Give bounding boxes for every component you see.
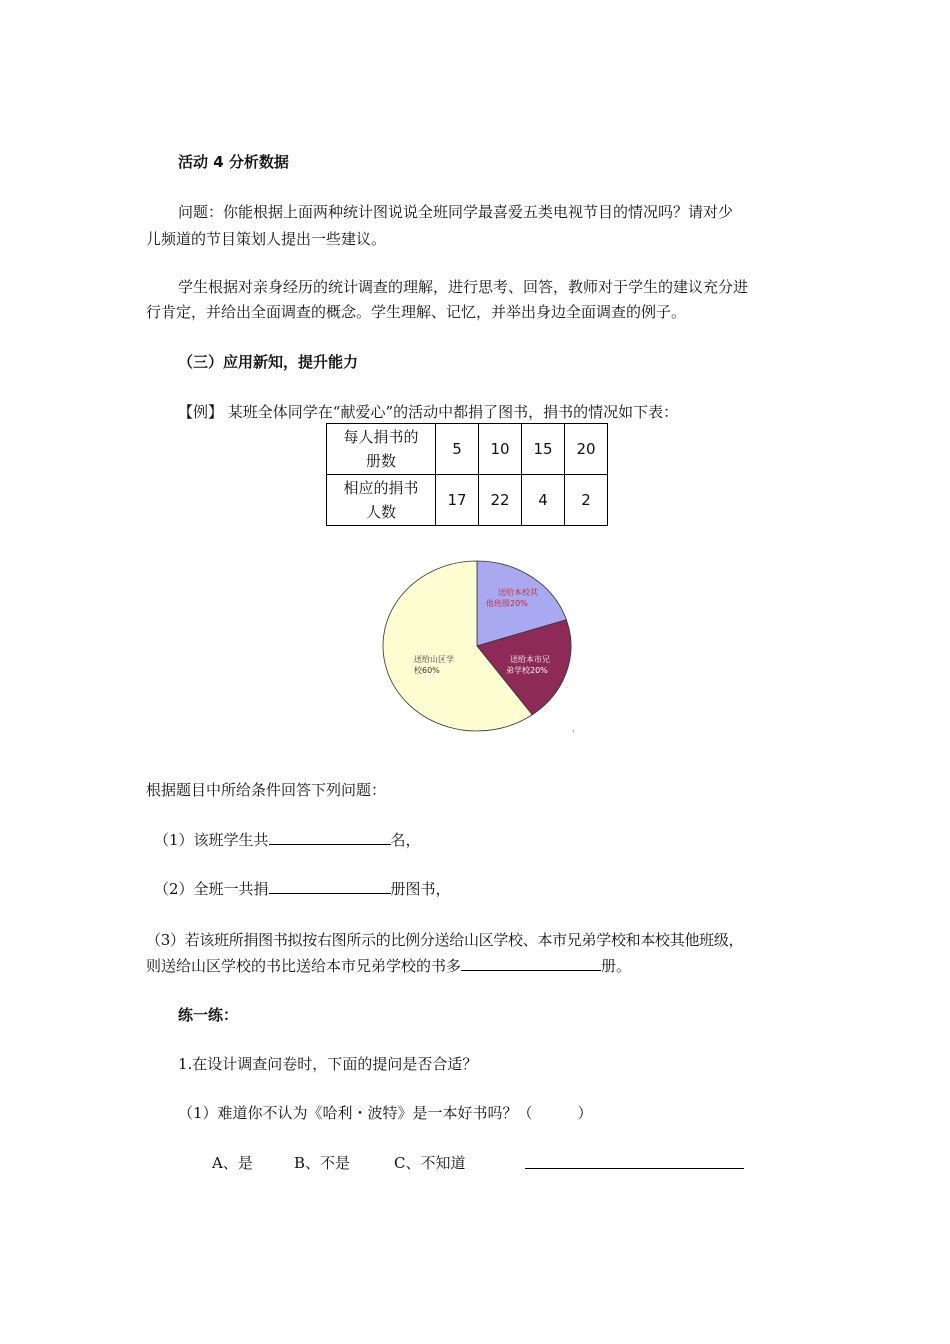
table-cell: 20 xyxy=(565,424,608,475)
question-line-1: 问题：你能根据上面两种统计图说说全班同学最喜爱五类电视节目的情况吗？请对少 xyxy=(178,203,734,221)
questions-intro: 根据题目中所给条件回答下列问题： xyxy=(146,781,387,799)
question-2 xyxy=(154,878,451,899)
activity-title: 活动 4 分析数据 xyxy=(178,153,289,171)
table-cell: 17 xyxy=(436,475,479,526)
answer-line[interactable] xyxy=(525,1168,744,1169)
option-a[interactable]: A、是 xyxy=(212,1154,253,1172)
question-3-text: 则送给山区学校的书比送给本市兄弟学校的书多 xyxy=(146,957,462,975)
question-2-text: （2）全班一共捐 xyxy=(154,880,269,898)
example-text: 【例】 某班全体同学在“献爱心”的活动中都捐了图书，捐书的情况如下表： xyxy=(178,403,679,421)
slice-label-line: 他班级20% xyxy=(486,599,528,608)
question-2-suffix: 册图书， xyxy=(390,880,451,898)
answer-line-1: 学生根据对亲身经历的统计调查的理解，进行思考、回答，教师对于学生的建议充分进 xyxy=(178,278,749,296)
answer-line-2: 行肯定，并给出全面调查的概念。学生理解、记忆，并举出身边全面调查的例子。 xyxy=(146,303,687,321)
slice-label-line: 送给本校其 xyxy=(498,588,538,597)
table-row xyxy=(327,475,608,526)
row-label-books xyxy=(327,424,436,475)
stray-mark: ‹ xyxy=(572,727,575,735)
table-cell: 2 xyxy=(565,475,608,526)
slice-label-line: 弟学校20% xyxy=(506,666,548,675)
table-cell: 4 xyxy=(522,475,565,526)
table-cell: 5 xyxy=(436,424,479,475)
row-label-line: 相应的捐书 xyxy=(343,479,419,497)
question-line-2: 儿频道的节目策划人提出一些建议。 xyxy=(146,230,387,248)
table-cell: 15 xyxy=(522,424,565,475)
question-1 xyxy=(154,829,421,850)
question-3-line-1: （3）若该班所捐图书拟按右图所示的比例分送给山区学校、本市兄弟学校和本校其他班级， xyxy=(146,931,744,949)
table-row xyxy=(327,424,608,475)
answer-blank[interactable] xyxy=(269,878,391,894)
slice-label-line: 送给山区学 xyxy=(414,655,454,664)
option-b[interactable]: B、不是 xyxy=(294,1154,351,1172)
question-1-suffix: 名， xyxy=(390,831,421,849)
slice-label-line: 校60% xyxy=(414,666,440,675)
row-label-people xyxy=(327,475,436,526)
row-label-line: 每人捐书的 xyxy=(343,428,419,446)
practice-title: 练一练： xyxy=(178,1006,239,1024)
row-label-line: 册数 xyxy=(365,452,396,470)
pie-chart xyxy=(378,556,588,736)
question-1-text: （1）该班学生共 xyxy=(154,831,269,849)
row-label-line: 人数 xyxy=(365,503,396,521)
section-title: （三）应用新知，提升能力 xyxy=(178,353,359,371)
option-c[interactable]: C、不知道 xyxy=(394,1154,466,1172)
answer-blank[interactable] xyxy=(269,829,391,845)
answer-blank[interactable] xyxy=(461,955,601,971)
table-cell: 22 xyxy=(479,475,522,526)
donation-table xyxy=(326,423,608,526)
practice-item-1: 1.在设计调查问卷时，下面的提问是否合适？ xyxy=(178,1055,478,1073)
practice-subquestion-1: （1）难道你不认为《哈利・波特》是一本好书吗？（ ） xyxy=(178,1104,593,1122)
question-3-suffix: 册。 xyxy=(601,957,632,975)
table-cell: 10 xyxy=(479,424,522,475)
question-3-line-2 xyxy=(146,955,631,976)
slice-label-line: 送给本市兄 xyxy=(510,655,550,664)
